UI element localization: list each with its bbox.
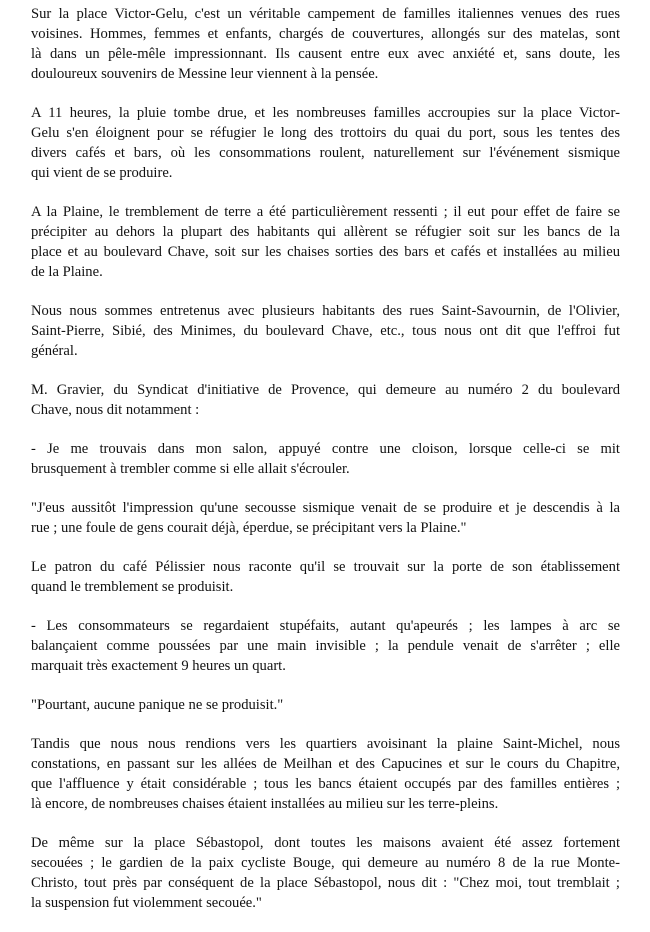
text-line: de la Plaine.: [31, 264, 103, 280]
text-line: quand le tremblement se produisit.: [31, 579, 234, 595]
text-line: Tandis que nous nous rendions vers les quartiers avoisinant la plaine Saint-Michel, nous: [31, 736, 620, 752]
text-line: - Je me trouvais dans mon salon, appuyé contre une cloison, lorsque celle-ci se mit: [31, 441, 620, 457]
text-line: général.: [31, 343, 78, 359]
text-line: secouées ; le gardien de la paix cycliste Bouge, qui demeure au numéro 8 de la rue Monte-: [31, 855, 620, 871]
paragraph-1: [31, 4, 620, 84]
paragraph-9: [31, 616, 620, 676]
text-line: Le patron du café Pélissier nous raconte qu'il se trouvait sur la porte de son établissement: [31, 559, 620, 575]
text-line: Sur la place Victor-Gelu, c'est un véritable campement de familles italiennes venues des rues: [31, 6, 620, 22]
document-page: [31, 4, 620, 932]
text-line: place et au boulevard Chave, soit sur les chaises sorties des bars et cafés et installées au milieu: [31, 244, 620, 260]
text-line: De même sur la place Sébastopol, dont toutes les maisons avaient été assez fortement: [31, 835, 620, 851]
text-line: A la Plaine, le tremblement de terre a été particulièrement ressenti ; il eut pour effet de faire se: [31, 204, 620, 220]
text-line: divers cafés et bars, où les consommations roulent, naturellement sur l'événement sismique: [31, 145, 620, 161]
paragraph-6: [31, 439, 620, 479]
text-line: "J'eus aussitôt l'impression qu'une secousse sismique venait de se produire et je descendis à la: [31, 500, 620, 516]
text-line: là encore, de nombreuses chaises étaient installées au milieu sur les terre-pleins.: [31, 796, 499, 812]
text-line: M. Gravier, du Syndicat d'initiative de Provence, qui demeure au numéro 2 du boulevard: [31, 382, 620, 398]
text-line: voisines. Hommes, femmes et enfants, chargés de couvertures, allongés sur des matelas, sont: [31, 26, 620, 42]
text-line: Christo, tout près par conséquent de la place Sébastopol, nous dit : "Chez moi, tout tremblait ;: [31, 875, 620, 891]
text-line: - Les consommateurs se regardaient stupéfaits, autant qu'apeurés ; les lampes à arc se: [31, 618, 620, 634]
text-line: douloureux souvenirs de Messine leur viennent à la pensée.: [31, 66, 379, 82]
paragraph-2: [31, 103, 620, 183]
text-line: la suspension fut violemment secouée.": [31, 895, 262, 911]
paragraph-8: [31, 557, 620, 597]
paragraph-4: [31, 301, 620, 361]
paragraph-11: [31, 734, 620, 814]
paragraph-5: [31, 380, 620, 420]
text-line: rue ; une foule de gens courait déjà, éperdue, se précipitant vers la Plaine.": [31, 520, 467, 536]
text-line: marquait très exactement 9 heures un quart.: [31, 658, 286, 674]
text-line: précipiter au dehors la plupart des habitants qui allèrent se réfugier soit sur les bancs de la: [31, 224, 620, 240]
text-line: Saint-Pierre, Sibié, des Minimes, du boulevard Chave, etc., tous nous ont dit que l'effroi fut: [31, 323, 620, 339]
text-line: Chave, nous dit notamment :: [31, 402, 200, 418]
text-line: là dans un pêle-mêle impressionnant. Ils causent entre eux avec anxiété et, sans doute, les: [31, 46, 620, 62]
text-line: A 11 heures, la pluie tombe drue, et les nombreuses familles accroupies sur la place Victor-: [31, 105, 620, 121]
text-line: Gelu s'en éloignent pour se réfugier le long des trottoirs du quai du port, sous les tentes des: [31, 125, 620, 141]
text-line: qui vient de se produire.: [31, 165, 173, 181]
paragraph-12: [31, 833, 620, 913]
text-line: que l'affluence y était considérable ; tous les bancs étaient occupés par des familles entières ;: [31, 776, 620, 792]
text-line: constations, en passant sur les allées de Meilhan et des Capucines et sur le cours du Chapitre,: [31, 756, 620, 772]
paragraph-7: [31, 498, 620, 538]
text-line: balançaient comme poussées par une main invisible ; la pendule venait de s'arrêter ; elle: [31, 638, 620, 654]
paragraph-10: [31, 695, 620, 715]
text-line: Nous nous sommes entretenus avec plusieurs habitants des rues Saint-Savournin, de l'Olivier,: [31, 303, 620, 319]
paragraph-3: [31, 202, 620, 282]
text-line: brusquement à trembler comme si elle allait s'écrouler.: [31, 461, 350, 477]
text-line: "Pourtant, aucune panique ne se produisit.": [31, 697, 284, 713]
